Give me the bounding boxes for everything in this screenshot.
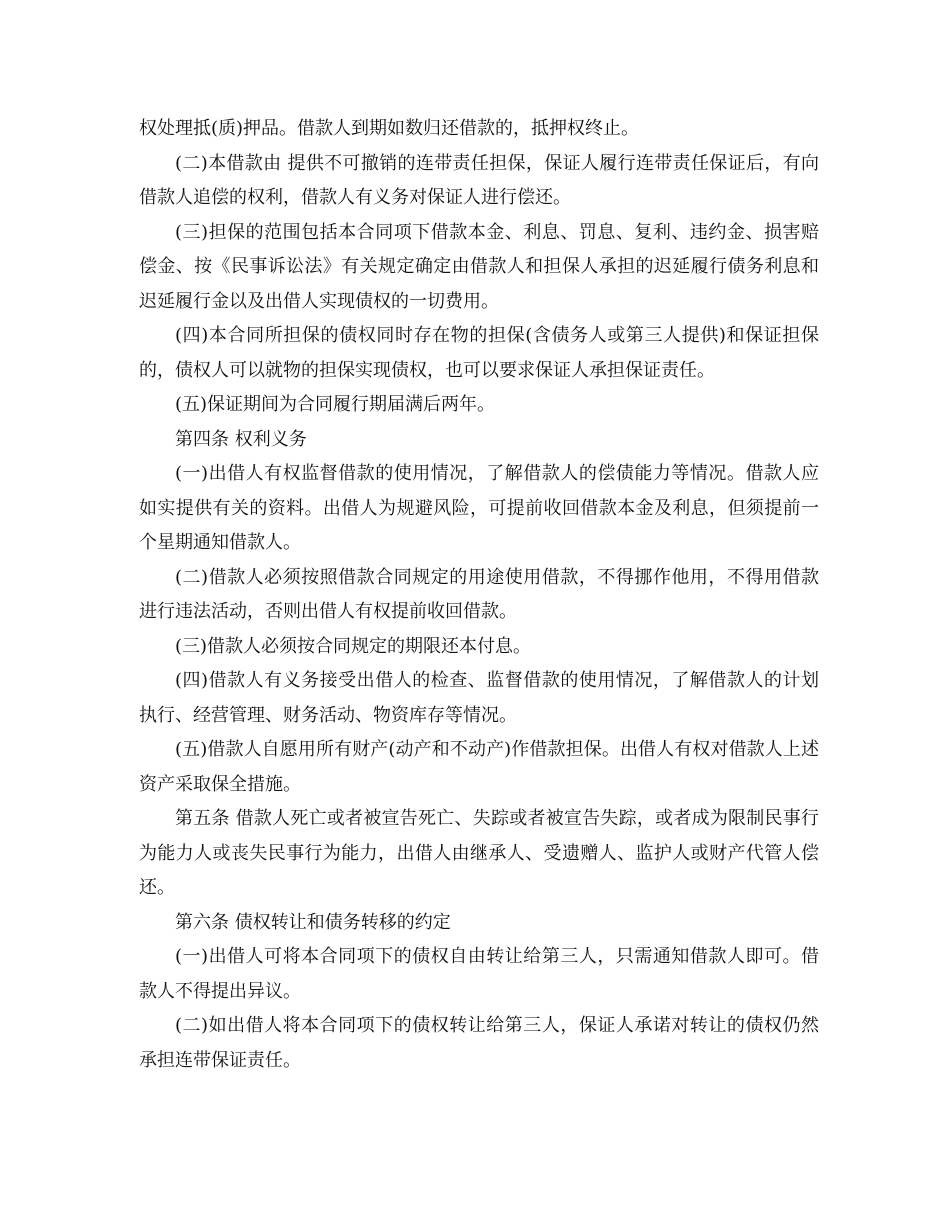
paragraph-guarantee-4: (四)本合同所担保的债权同时存在物的担保(含债务人或第三人提供)和保证担保的，债权人可以就物的担保实现债权，也可以要求保证人承担保证责任。 xyxy=(139,325,819,381)
paragraph-continuation: 权处理抵(质)押品。借款人到期如数归还借款的，抵押权终止。 xyxy=(139,118,640,139)
paragraph-rights-4: (四)借款人有义务接受出借人的检查、监督借款的使用情况，了解借款人的计划执行、经营管理、财务活动、物资库存等情况。 xyxy=(139,670,819,726)
paragraph-rights-5: (五)借款人自愿用所有财产(动产和不动产)作借款担保。出借人有权对借款人上述资产采取保全措施。 xyxy=(139,739,819,795)
paragraph-rights-1: (一)出借人有权监督借款的使用情况，了解借款人的偿债能力等情况。借款人应如实提供有关的资料。出借人为规避风险，可提前收回借款本金及利息，但须提前一个星期通知借款人。 xyxy=(139,463,819,553)
paragraph-transfer-2: (二)如出借人将本合同项下的债权转让给第三人，保证人承诺对转让的债权仍然承担连带保证责任。 xyxy=(139,1015,819,1071)
article-5-paragraph: 第五条 借款人死亡或者被宣告死亡、失踪或者被宣告失踪，或者成为限制民事行为能力人或丧失民事行为能力，出借人由继承人、受遗赠人、监护人或财产代管人偿还。 xyxy=(139,808,819,898)
document-body xyxy=(139,112,819,1078)
paragraph-guarantee-2: (二)本借款由 提供不可撤销的连带责任担保，保证人履行连带责任保证后，有向借款人追偿的权利，借款人有义务对保证人进行偿还。 xyxy=(139,152,819,208)
paragraph-rights-2: (二)借款人必须按照借款合同规定的用途使用借款，不得挪作他用，不得用借款进行违法活动，否则出借人有权提前收回借款。 xyxy=(139,566,819,622)
paragraph-transfer-1: (一)出借人可将本合同项下的债权自由转让给第三人，只需通知借款人即可。借款人不得提出异议。 xyxy=(139,946,819,1002)
article-6-heading: 第六条 债权转让和债务转移的约定 xyxy=(175,911,451,933)
article-4-heading: 第四条 权利义务 xyxy=(175,428,307,450)
paragraph-guarantee-3: (三)担保的范围包括本合同项下借款本金、利息、罚息、复利、违约金、损害赔偿金、按《民事诉讼法》有关规定确定由借款人和担保人承担的迟延履行债务利息和迟延履行金以及出借人实现债权的一切费用。 xyxy=(139,221,819,312)
paragraph-guarantee-5: (五)保证期间为合同履行期届满后两年。 xyxy=(175,394,496,415)
paragraph-rights-3: (三)借款人必须按合同规定的期限还本付息。 xyxy=(175,635,532,657)
